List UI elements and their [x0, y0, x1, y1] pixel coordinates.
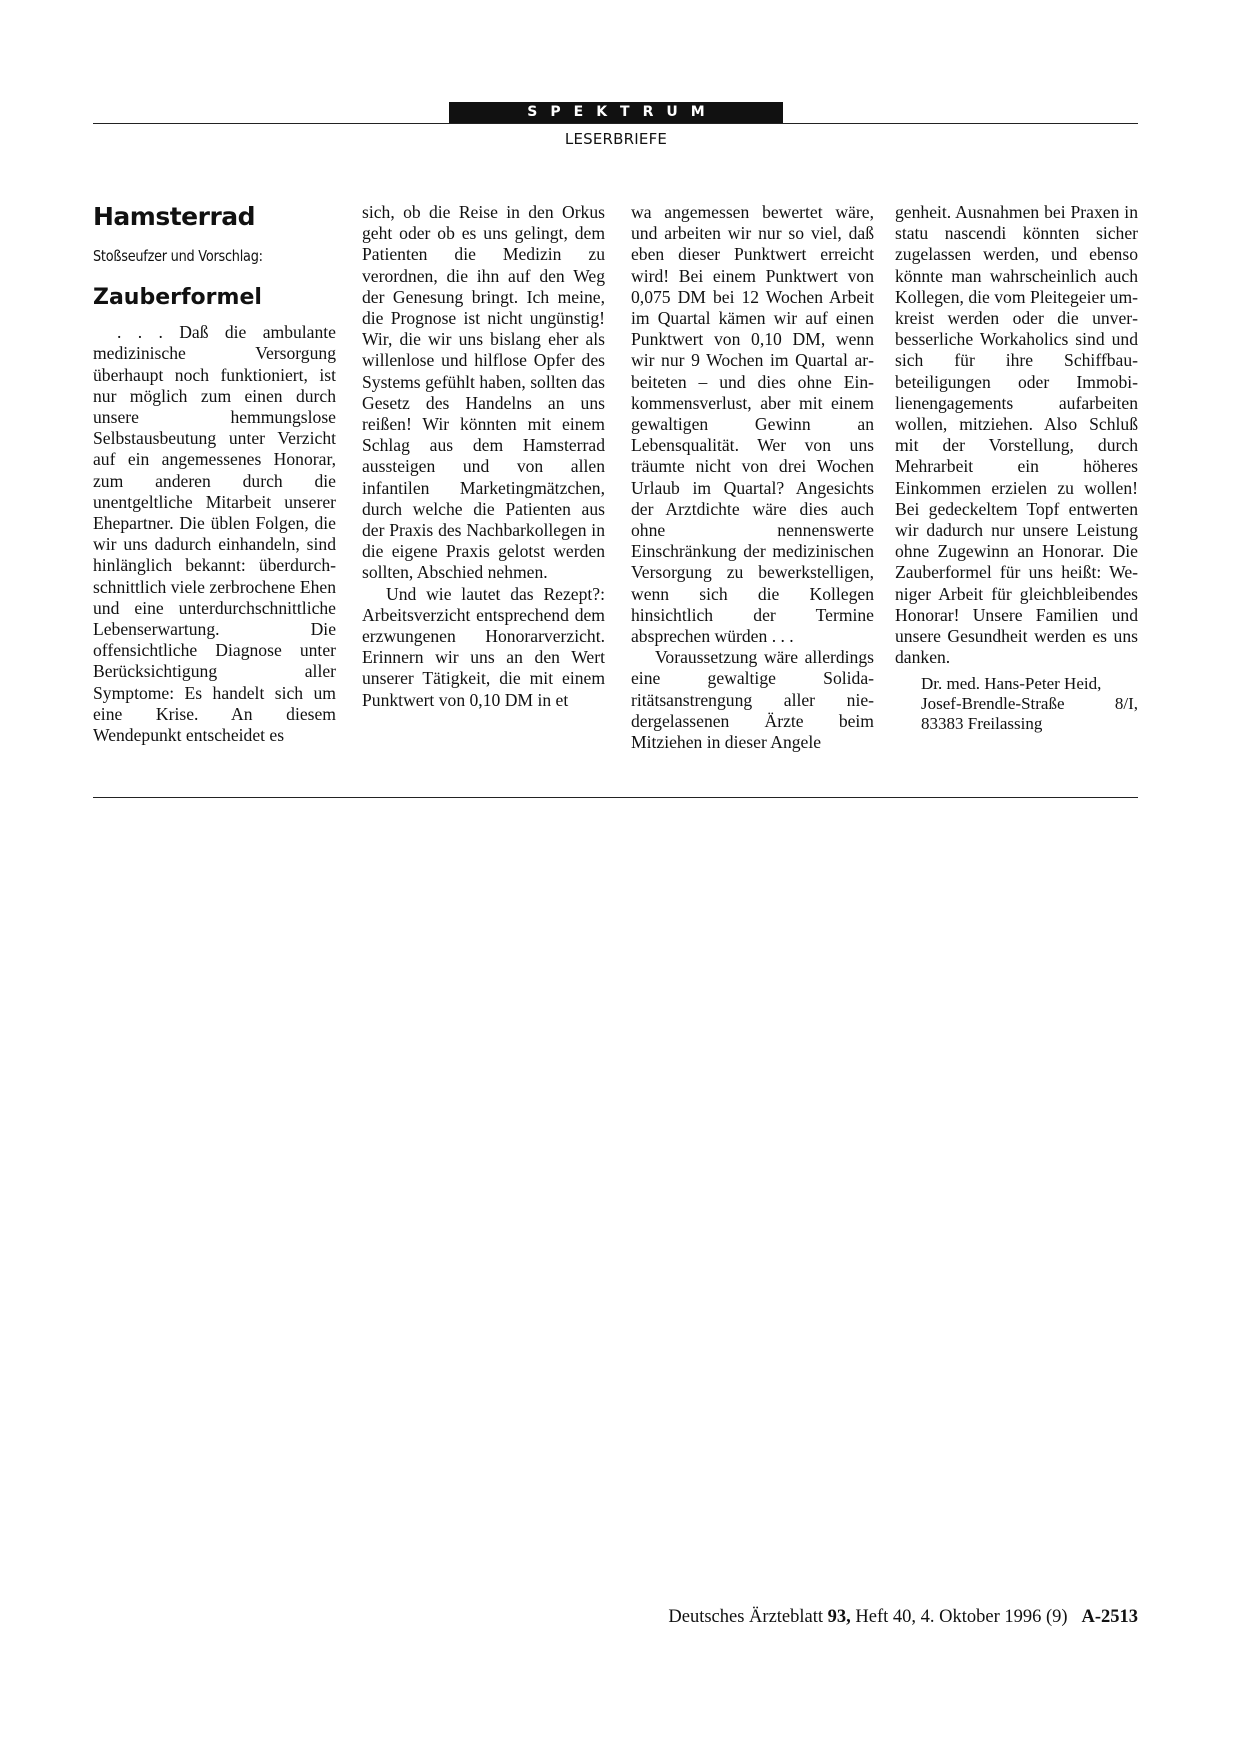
section-band: SPEKTRUM: [449, 102, 783, 123]
column-4: [895, 202, 1138, 734]
article-end-rule: [93, 797, 1138, 798]
author-name: Dr. med. Hans-Peter Heid,: [921, 674, 1102, 694]
header-rule: [93, 123, 1138, 124]
page-footer: [500, 1607, 1138, 1628]
journal-name: Deutsches Ärzteblatt: [668, 1607, 824, 1627]
author-city: 83383 Freilassing: [921, 714, 1043, 734]
article-headline: Zauberformel: [93, 285, 262, 311]
paragraph: wa angemessen bewertet wäre, und arbeiten wir nur so viel, daß eben dieser Punktwert erreicht wird! Bei einem Punktwert von 0,075 DM bei 12 Wochen Arbeit im Quartal kämen wir auf einen Punktwert von 0,10 DM, wenn wir nur 9 Wochen im Quartal arbeiteten – und dies ohne Einkommensverlust, aber mit einem gewaltigen Gewinn an Lebensqualität. Wer von uns träumte nicht von drei Wochen Urlaub im Quartal? Angesichts der Arztdichte wäre dies auch ohne nennenswerte Einschränkung der medizinischen Versorgung zu bewerkstelligen, wenn sich die Kollegen hinsichtlich der Termine absprechen würden . . .: [631, 202, 874, 647]
author-signature: [895, 674, 1138, 734]
column-2: [362, 202, 605, 711]
page-number: A-2513: [1081, 1607, 1138, 1627]
paragraph: Voraussetzung wäre allerdings eine gewaltige Solidaritätsanstrengung aller niedergelassenen Ärzte beim Mitziehen in dieser Angele: [631, 647, 874, 753]
issue-date: Heft 40, 4. Oktober 1996 (9): [850, 1607, 1068, 1627]
author-street: Josef-Brendle-Straße 8/I,: [921, 694, 1138, 714]
column-1: [93, 202, 336, 746]
paragraph: genheit. Ausnahmen bei Praxen in statu nascendi könnten sicher zugelassen werden, und ebenso könnte man wahrscheinlich auch Kollegen, die vom Pleitegeier umkreist werden oder die unverbesserliche Workaholics sind und sich für ihre Schiffbaubeteiligungen oder Immobilienengagements aufarbeiten wollen, mitziehen. Also Schluß mit der Vorstellung, durch Mehrarbeit ein höheres Einkommen erzielen zu wollen! Bei gedeckeltem Topf entwerten wir dadurch nur unsere Leistung ohne Zugewinn an Honorar. Die Zauberformel für uns heißt: Weniger Arbeit für gleichbleibendes Honorar! Unsere Familien und unsere Gesundheit werden es uns danken.: [895, 202, 1138, 668]
volume-number: 93,: [827, 1607, 851, 1627]
column-3: [631, 202, 874, 753]
paragraph: . . . Daß die ambulante medizinische Versorgung überhaupt noch funktioniert, ist nur möglich zum einen durch unsere hemmungslose Selbstausbeutung unter Verzicht auf ein angemessenes Honorar, zum anderen durch die unentgeltliche Mitarbeit unserer Ehepartner. Die üblen Folgen, die wir uns dadurch einhandeln, sind hinlänglich bekannt: überdurchschnittlich viele zerbrochene Ehen und eine unterdurchschnittliche Lebenserwartung. Die offensichtliche Diagnose unter Berücksichtigung aller Symptome: Es handelt sich um eine Krise. An diesem Wendepunkt entscheidet es: [93, 322, 336, 746]
article-title: Hamsterrad: [93, 202, 256, 231]
paragraph: Und wie lautet das Rezept?: Arbeitsverzicht entsprechend dem erzwungenen Honorarverzicht. Erinnern wir uns an den Wert unserer Tätigkeit, die mit einem Punktwert von 0,10 DM in et: [362, 583, 605, 710]
subsection-label: LESERBRIEFE: [564, 130, 668, 148]
article-kicker: Stoßseufzer und Vorschlag:: [93, 247, 263, 265]
paragraph: sich, ob die Reise in den Orkus geht oder ob es uns gelingt, dem Patienten die Medizin zu verordnen, die ihn auf den Weg der Genesung bringt. Ich meine, die Prognose ist nicht ungünstig! Wir, die wir uns bislang eher als willenlose und hilflose Opfer des Systems gefühlt haben, sollten das Gesetz des Handelns an uns reißen! Wir könnten mit einem Schlag aus dem Hamsterrad aussteigen und von allen infantilen Marketingmätzchen, durch welche die Patienten aus der Praxis des Nachbarkollegen in die eigene Praxis gelotst werden sollten, Abschied nehmen.: [362, 202, 605, 583]
